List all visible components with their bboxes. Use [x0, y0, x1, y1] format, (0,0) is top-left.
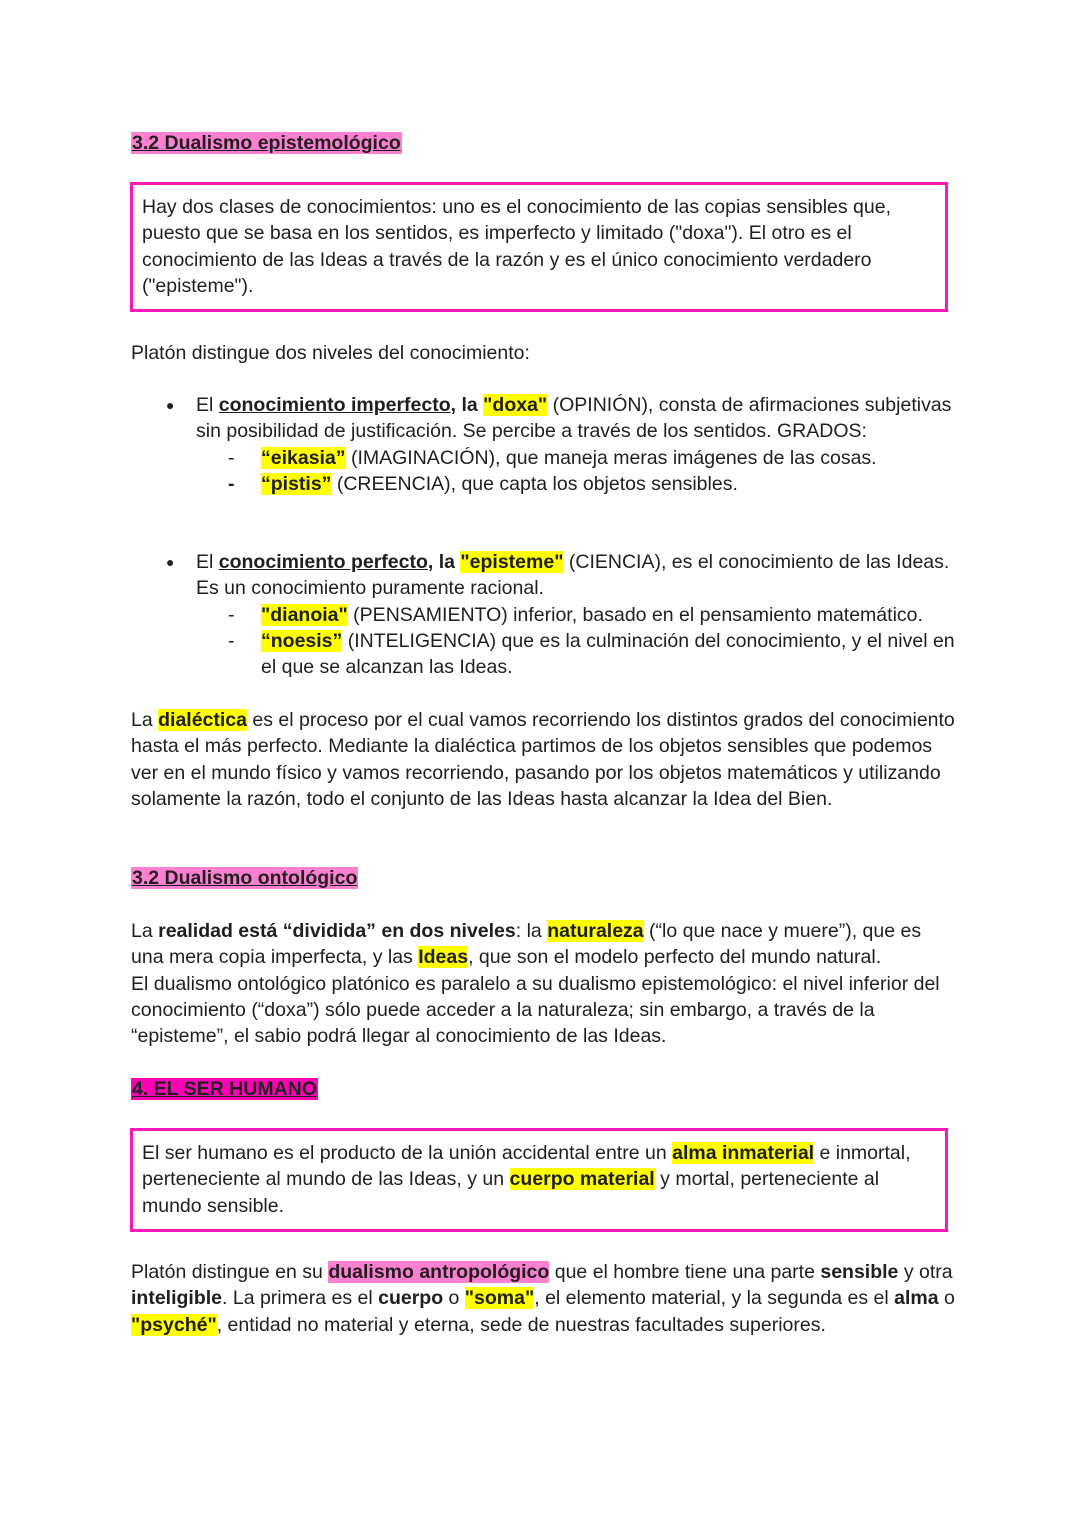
bold-inteligible: inteligible — [131, 1287, 223, 1310]
heading-text: 3.2 Dualismo epistemológico — [132, 132, 401, 154]
text: (CREENCIA), que capta los objetos sensibles. — [331, 472, 738, 495]
highlight-ideas: Ideas — [418, 946, 469, 969]
sub-item-pistis — [131, 471, 961, 497]
text: (“lo que nace y muere”), que es una mera copia imperfecta, y las — [131, 920, 922, 969]
bold-realidad: realidad está “dividida” en dos niveles — [158, 920, 516, 942]
text: El — [196, 394, 219, 416]
highlight-soma: "soma" — [464, 1287, 535, 1310]
text: El ser humano es el producto de la unión accidental entre un — [142, 1142, 673, 1164]
paragraph-dialectica — [131, 707, 956, 812]
antropo-text — [131, 1259, 956, 1338]
highlight-pistis: “pistis” — [261, 472, 332, 495]
text: , entidad no material y eterna, sede de nuestras facultades superiores. — [216, 1313, 826, 1336]
intro-paragraph — [131, 340, 951, 366]
bullet-icon: ● — [166, 397, 175, 413]
sub-item-eikasia — [131, 445, 961, 471]
text: y mortal, perteneciente al mundo sensible. — [142, 1168, 880, 1217]
text: (PENSAMIENTO) inferior, basado en el pensamiento matemático. — [347, 603, 923, 626]
text: : la — [515, 920, 548, 942]
paragraph-antropologico — [131, 1259, 956, 1338]
dash-icon: - — [228, 472, 235, 495]
onto-p1 — [131, 918, 956, 971]
box-text: Hay dos clases de conocimientos: uno es el conocimiento de las copias sensibles que, puesto que se basa en los sentidos, es imperfecto y limitado ("doxa"). El otro es el conocimiento de las Ideas a través de la razón y es el único conocimiento verdadero ("episteme"). — [142, 196, 892, 297]
text: o — [938, 1287, 955, 1310]
heading-text: 4. EL SER HUMANO — [132, 1078, 317, 1100]
text: (CIENCIA), es el conocimiento de las Ideas. Es un conocimiento puramente racional. — [196, 551, 950, 600]
highlight-naturaleza: naturaleza — [547, 920, 644, 942]
bullet-item-doxa — [131, 392, 961, 445]
definition-box-epistemologico — [130, 182, 948, 312]
intro-text: Platón distingue dos niveles del conocimiento: — [131, 342, 530, 364]
dash-icon: - — [228, 629, 235, 652]
definition-box-ser-humano — [130, 1128, 948, 1232]
term-conocimiento-imperfecto: conocimiento imperfecto — [218, 394, 451, 416]
bold-alma: alma — [894, 1287, 939, 1310]
heading-ser-humano — [131, 1076, 951, 1102]
bullet-list-episteme — [131, 549, 961, 680]
paragraph-ontologico — [131, 918, 956, 1049]
text: Platón distingue en su — [131, 1261, 329, 1283]
highlight-alma-inmaterial: alma inmaterial — [672, 1142, 815, 1164]
highlight-dialectica: dialéctica — [158, 709, 247, 731]
text: El — [196, 551, 219, 573]
text: , que son el modelo perfecto del mundo natural. — [468, 946, 882, 969]
text: (INTELIGENCIA) que es la culminación del conocimiento, y el nivel en el que se alcanzan las Ideas. — [261, 629, 955, 679]
sub-item-dianoia — [131, 602, 961, 628]
highlight-psyche: "psyché" — [131, 1313, 217, 1336]
bullet-list-doxa — [131, 392, 961, 497]
dash-icon: - — [228, 446, 235, 469]
dialectica-text — [131, 707, 956, 812]
onto-p2: El dualismo ontológico platónico es paralelo a su dualismo epistemológico: el nivel inferior del conocimiento (“doxa”) sólo puede acceder a la naturaleza; sin embargo, a través de la “episteme”, el sabio podrá llegar al conocimiento de las Ideas. — [131, 972, 940, 1048]
heading-epistemologico — [131, 130, 951, 156]
box-text — [142, 1140, 936, 1219]
text: (IMAGINACIÓN), que maneja meras imágenes de las cosas. — [345, 446, 877, 469]
highlight-doxa: "doxa" — [483, 394, 548, 416]
text: que el hombre tiene una parte — [549, 1261, 821, 1283]
highlight-episteme: "episteme" — [460, 551, 564, 573]
text: es el proceso por el cual vamos recorriendo los distintos grados del conocimiento hasta el más perfecto. Mediante la dialéctica partimos de los objetos sensibles que podemos ver en el mundo físico y vamos recorriendo, pasando por los objetos matemáticos y utilizando solamente la razón, todo el conjunto de las Ideas hasta alcanzar la Idea del Bien. — [131, 709, 955, 810]
highlight-dianoia: "dianoia" — [261, 603, 348, 626]
heading-ontologico — [131, 865, 951, 891]
bullet-item-episteme — [131, 549, 961, 602]
highlight-noesis: “noesis” — [261, 629, 343, 652]
bold-cuerpo: cuerpo — [378, 1287, 444, 1310]
text: y otra — [898, 1261, 953, 1283]
text: La — [131, 920, 159, 942]
highlight-eikasia: “eikasia” — [261, 446, 346, 469]
dash-icon: - — [228, 603, 235, 626]
highlight-cuerpo-material: cuerpo material — [509, 1168, 655, 1191]
text: (OPINIÓN), consta de afirmaciones subjetivas sin posibilidad de justificación. Se percibe a través de los sentidos. GRADOS: — [196, 394, 952, 443]
highlight-dualismo-antropologico: dualismo antropológico — [328, 1261, 550, 1283]
term-conocimiento-perfecto: conocimiento perfecto — [218, 551, 428, 573]
text: e inmortal, perteneciente al mundo de las Ideas, y un — [142, 1142, 911, 1191]
text: . La primera es el — [222, 1287, 379, 1310]
bullet-icon: ● — [166, 554, 175, 570]
text: , el elemento material, y la segunda es el — [534, 1287, 895, 1310]
text: La — [131, 709, 159, 731]
text: , la — [450, 394, 484, 416]
text: o — [443, 1287, 465, 1310]
text: , la — [427, 551, 461, 573]
sub-item-noesis — [131, 628, 961, 681]
bold-sensible: sensible — [820, 1261, 899, 1283]
heading-text: 3.2 Dualismo ontológico — [132, 867, 358, 889]
